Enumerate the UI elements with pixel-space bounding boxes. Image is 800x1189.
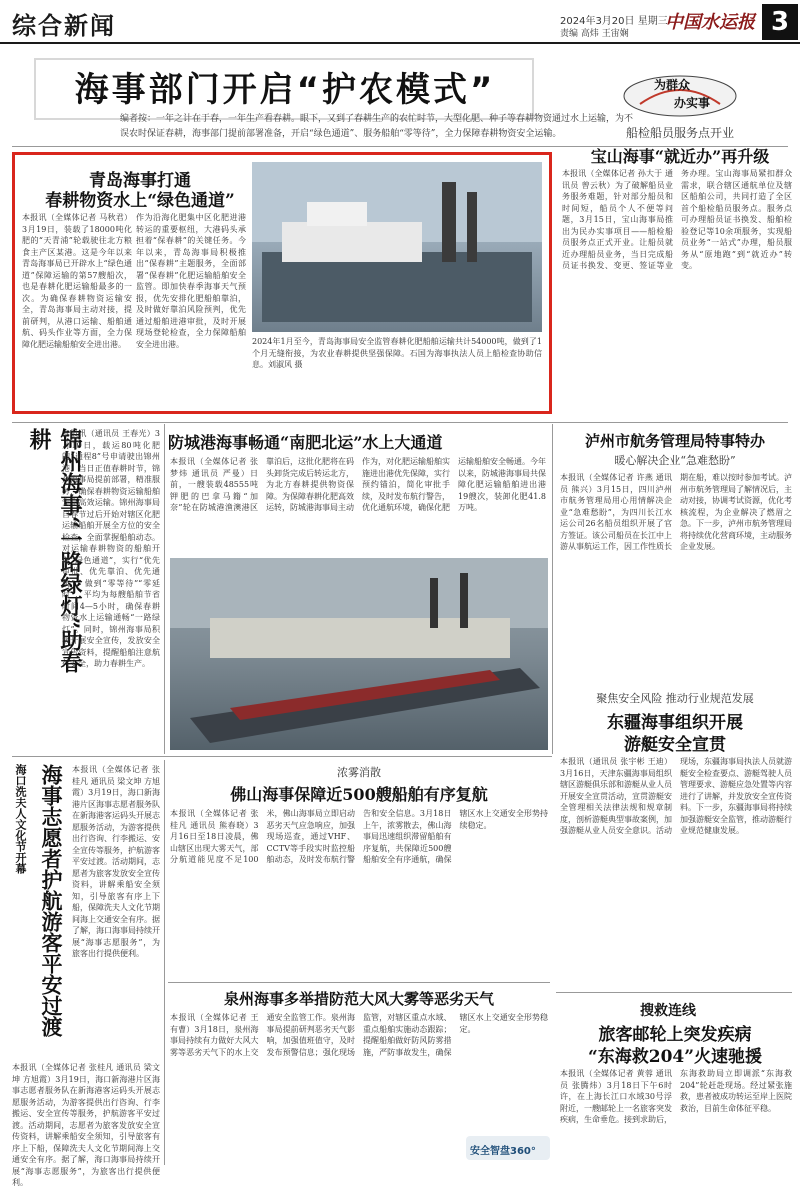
foshan-text: 本报讯（全媒体记者 张桂凡 通讯员 熊春晓）3月16日至18日凌晨，佛山辖区出现大雾天气，部分航道能见度不足100米，佛山海事局立即启动恶劣天气应急响应，加强现场巡查，通过VHF、CCTV等手段实时监控船舶动态，及时发布航行警告和安全信息。3月18日上午，浓雾散去，佛山海事局迅速组织滞留船舶有序复航，共保障近500艘船舶安全有序通航，确保辖区水上交通安全形势持续稳定。 <box>170 809 548 864</box>
badge-line1: 为群众 <box>654 78 691 92</box>
badge-line2: 办实事 <box>674 96 711 110</box>
qingdao-text-col2: 作为沿海化肥集中区化肥进港转运的重要枢纽，大港码头承担着“保春耕”的关键任务。今年以来，青岛海事局积极推出“保春耕”主题服务，全面部署“保春耕”化肥运输船舶安全监管。即加快春季海事天气预报，优先安排化肥船舶靠泊，及时做好靠泊风险预判，优先通过船舶进港审批，及时开展现场登轮检查，全力保障船舶安全进出港。 <box>136 213 246 349</box>
baoshan-text: 本报讯（全媒体记者 孙大于 通讯员 曾云秋）为了破解船员业务服务难题，针对部分船员和时间短，船员个人不便等问题，3月15日，宝山海事局推出为民办实事项目——船检船员服务点正式开业。让船员就近办理船员业务，当日完成船员证书换发、变更、签证等业务办理。宝山海事局紧扣群众需求，联合辖区通航单位及辖区船舶公司，共同打造了全区首个船检船员服务点。服务点可办理船员证书换发、船舶检验登记等10余项服务，实现船员业务“一站式”办理，船员服务从“原地跑”到“就近办”转变。 <box>562 169 792 270</box>
rescue-kicker: 搜救连线 <box>640 1003 696 1019</box>
section-divider <box>12 756 552 757</box>
qingdao-text-col3: 2024年1月至今，青岛海事局安全监管春耕化肥船舶运输共计54000吨，做到了1个月无缝衔接，为农业春耕提供坚强保障。石国为海事执法人员上船检查协助信息。刘淑风 摄 <box>252 337 542 369</box>
ship-image-icon <box>252 162 542 332</box>
section-divider <box>556 992 792 993</box>
section-name: 综合新闻 <box>12 12 116 40</box>
column-divider <box>164 760 165 1165</box>
yacht-title-line1: 东疆海事组织开展 <box>607 713 743 733</box>
qingdao-port-photo <box>252 162 542 332</box>
harbor-image-icon <box>170 558 548 750</box>
column-divider <box>552 424 553 754</box>
haikou-kicker: 海口洗夫人文化节开幕 <box>14 764 27 874</box>
luzhou-title: 泸州市航务管理局特事特办 <box>584 432 765 450</box>
baoshan-title: 宝山海事“就近办”再升级 <box>590 147 770 166</box>
section-divider <box>168 982 550 983</box>
newspaper-logo: 中国水运报 <box>665 12 755 33</box>
yacht-kicker: 聚焦安全风险 推动行业规范发展 <box>596 692 754 705</box>
luzhou-subtitle: 暖心解决企业“急难愁盼” <box>614 454 736 467</box>
safety-banner-label: 安全智盘360° <box>470 1146 536 1157</box>
luzhou-text: 本报讯（全媒体记者 许燕 通讯员 熊兴）3月15日，四川泸州市航务管理局用心用情解决企业“急难愁盼”，为四川长江水运公司26名船员组织开展了官方签证。该公司船员在长江中上游从事航运工作，因工作性质长期在船，难以按时参加考试。泸州市航务管理局了解情况后，主动对接，协调考试资源，优化考核流程，为企业解决了燃眉之急。下一步，泸州市航务管理局将持续优化营商环境，主动服务企业发展。 <box>560 473 792 551</box>
safety-banner <box>466 1136 550 1160</box>
foshan-kicker: 浓雾消散 <box>337 766 381 779</box>
rescue-title-line1: 旅客邮轮上突发疾病 <box>598 1025 752 1045</box>
haikou-text: 本报讯（全媒体记者 张桂凡 通讯员 梁文坤 方旭霞）3月19日，海口新海港片区海事志愿者服务队在新海港客运码头开展志愿服务活动，为游客提供出行咨询、行李搬运、安全宣传等服务，护航游客平安过渡。活动期间，志愿者为旅客发放安全宣传资料，讲解乘船安全须知，引导旅客有序上下船，保障洗夫人文化节期间海上交通安全有序。据了解，海口海事局持续开展“海事志愿服务”，为旅客出行提供便利。 <box>72 765 160 958</box>
foshan-title: 佛山海事保障近500艘船舶有序复航 <box>230 785 488 804</box>
qingdao-title-line1: 青岛海事打通 <box>89 171 191 191</box>
quanzhou-title: 泉州海事多举措防范大风大雾等恶劣天气 <box>223 990 494 1008</box>
editors-credit: 责编 高炜 王宙娴 <box>560 29 629 39</box>
yacht-title-line2: 游艇安全宣贯 <box>624 735 726 755</box>
quanzhou-text: 本报讯（全媒体记者 王有曹）3月18日，泉州海事局持续有力做好大风大雾等恶劣天气下的水上交通安全监管工作。泉州海事局提前研判恶劣天气影响，加强值班值守，及时发布预警信息；强化现场监管，对辖区重点水域、重点船舶实施动态跟踪；提醒船舶做好防风防雾措施，严防事故发生，确保辖区水上交通安全形势稳定。 <box>170 1013 548 1057</box>
section-divider <box>12 422 788 423</box>
main-headline: 海事部门开启“护农模式” <box>74 70 496 110</box>
page-number: 3 <box>762 4 798 40</box>
qingdao-text-col1: 本报讯（全媒体记者 马秋君）3月19日，装载了18000吨化肥的“天青浦”轮载驶往北方粮食主产区某港。这是今年以来青岛海事局已开辟水上“绿色通道”保障运输的第57艘船次，也是春耕化肥运输船最多的一次。为确保春耕物资运输安全，青岛海事局主动对接，提前研判，从港口运输、船舶通航、码头作业等方面，全力保障化肥运输船舶安全进出港。 <box>22 213 132 349</box>
rescue-text: 本报讯（全媒体记者 黄蓉 通讯员 张腾炜）3月18日下午6时许，在上海长江口水域30号浮附近，一艘邮轮上一名旅客突发疾病，生命垂危。接到求助后，东海救助局立即调派“东海救204”轮赶赴现场。经过紧张施救，患者被成功转运至岸上医院救治，目前生命体征平稳。 <box>560 1069 792 1124</box>
issue-date: 2024年3月20日 星期三 <box>560 16 668 27</box>
haikou-text-cont: 本报讯（全媒体记者 张桂凡 通讯员 梁文坤 方旭霞）3月19日，海口新海港片区海事志愿者服务队在新海港客运码头开展志愿服务活动，为游客提供出行咨询、行李搬运、安全宣传等服务，护航游客平安过渡。活动期间，志愿者为旅客发放安全宣传资料，讲解乘船安全须知，引导旅客有序上下船，保障洗夫人文化节期间海上交通安全有序。据了解，海口海事局持续开展“海事志愿服务”，为旅客出行提供便利。 <box>12 1063 160 1187</box>
qingdao-title-line2: 春耕物资水上“绿色通道” <box>45 191 235 211</box>
jinzhou-text: 本报讯（通讯员 王春光）3月19日，载运80吨化肥的“通程8”号申请驶出锦州港，当日正值春耕时节，锦州海事局提前部署，精准服务，确保春耕物资运输船舶安全高效运输。锦州海事局自春节过后开始对辖区化肥运输船舶开展全方位的安全检查，全面掌握船舶动态。对运输春耕物资的船舶开辟“绿色通道”，实行“优先审批、优先靠泊、优先通航”，做到“零等待”“零延时”，平均为每艘船舶节省时间4—5小时，确保春耕物资水上运输通畅“一路绿灯”。同时，锦州海事局积极开展安全宣传，发放安全宣传资料，提醒船舶注意航行安全，助力春耕生产。 <box>62 429 160 668</box>
haikou-title: 海事志愿者护航游客平安过渡 <box>39 764 64 1037</box>
baoshan-kicker: 船检船员服务点开业 <box>625 126 734 140</box>
column-divider <box>164 424 165 754</box>
rescue-title-line2: “东海救204”火速驰援 <box>587 1047 763 1067</box>
jinzhou-title: 锦州海事“一路绿灯”助春耕 <box>26 428 83 674</box>
fangcheng-title: 防城港海事畅通“南肥北运”水上大通道 <box>168 433 443 452</box>
fangcheng-port-photo <box>170 558 548 750</box>
fangcheng-text: 本报讯（全媒体记者 张梦炜 通讯员 严曼）日前，一艘装载48555吨钾肥的巴拿马籍“加奈”轮在防城港渔澳港区靠泊后，这批化肥将在码头卸货完成后转运北方，为北方春耕提供物资保障。为保障春耕化肥高效运转，防城港海事局主动作为，对化肥运输船舶实施进出港优先保障，实行预约锚泊，简化审批手续，及时发布航行警告，优化通航环境，确保化肥运输船舶安全畅通。今年以来，防城港海事局共保障化肥运输船舶进出港19艘次，装卸化肥41.8万吨。 <box>170 457 546 512</box>
editor-note: 编者按：一年之计在于春，一年生产看春耕。眼下，又到了春耕生产的农忙时节，大型化肥、种子等春耕物资通过水上运输，为不误农时保证春耕，海事部门提前部署准备，开启“绿色通道”、服务船舶“零等待”，全力保障春耕物资安全运输。 <box>120 114 634 139</box>
header-rule <box>0 42 800 44</box>
yacht-text: 本报讯（通讯员 张宇彬 王迪）3月16日，天津东疆海事局组织辖区游艇俱乐部和游艇从业人员开展安全宣贯活动，宣贯游艇安全管理相关法律法规和规章制度，剖析游艇典型事故案例，加强游艇从业人员安全意识。活动现场，东疆海事局执法人员就游艇安全检查要点、游艇驾驶人员管理要求、游艇应急处置等内容进行了讲解，并发放安全宣传资料。下一步，东疆海事局将持续加强游艇安全监管，推动游艇行业规范健康发展。 <box>560 757 792 835</box>
